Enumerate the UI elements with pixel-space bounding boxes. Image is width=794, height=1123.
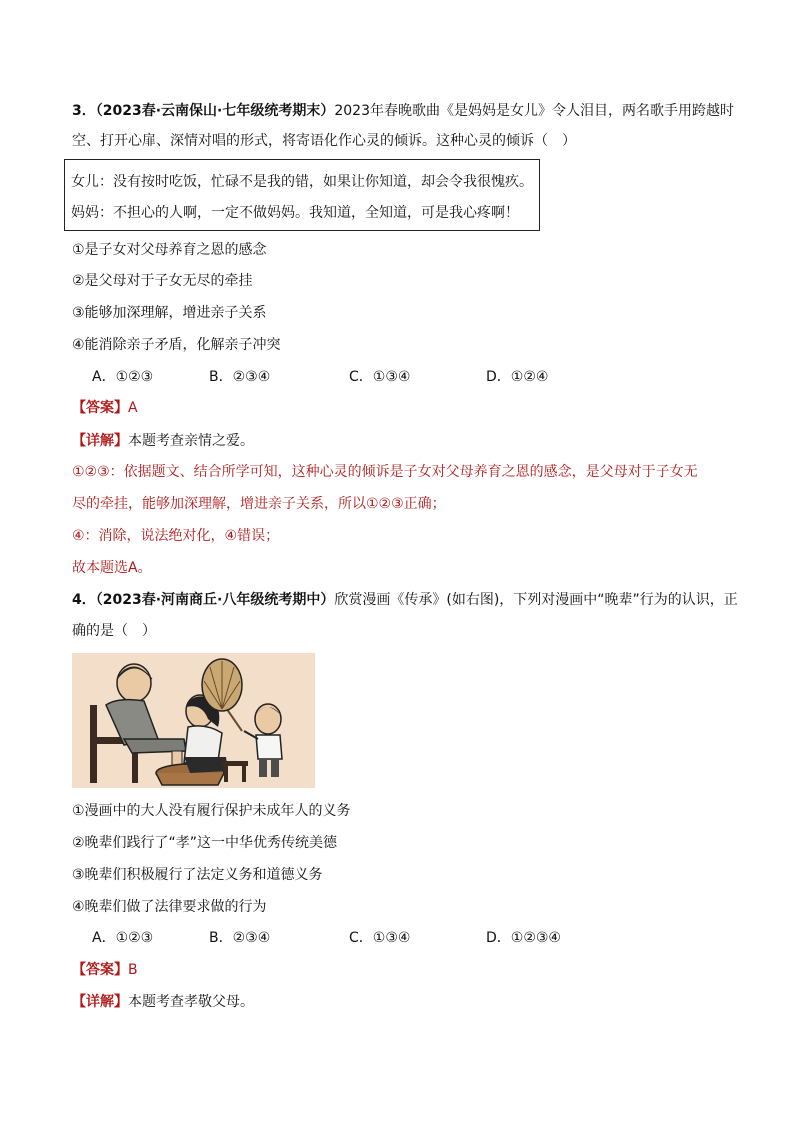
chuancheng-cartoon-image: [72, 653, 315, 788]
q3-statement-2: ②是父母对于子女无尽的牵挂: [72, 273, 253, 289]
q4-statement-3: ③晚辈们积极履行了法定义务和道德义务: [72, 867, 323, 883]
q3-statement-1: ①是子女对父母养育之恩的感念: [72, 242, 267, 258]
q4-statement-4: ④晚辈们做了法律要求做的行为: [72, 899, 267, 915]
q3-number: 3: [72, 103, 82, 119]
q3-detail-intro: 本题考查亲情之爱。: [128, 433, 254, 449]
q4-stem-line1: 4．（2023春·河南商丘·八年级统考期中）欣赏漫画《传承》(如右图)，下列对漫画中“晚辈”行为的认识，正: [72, 592, 738, 608]
q4-answer: [72, 960, 138, 980]
q4-detail-intro: 本题考查孝敬父母。: [128, 994, 254, 1010]
q3-statement-3: ③能够加深理解，增进亲子关系: [72, 305, 267, 321]
q3-statement-4: ④能消除亲子矛盾，化解亲子冲突: [72, 337, 281, 353]
q4-number: 4: [72, 592, 82, 608]
q3-conclusion: 故本题选A。: [72, 560, 152, 576]
q4-option-b: B．②③④: [209, 930, 271, 946]
q3-answer-label: 【答案】: [72, 400, 128, 416]
q3-detail-line2: 尽的牵挂，能够加深理解，增进亲子关系，所以①②③正确；: [72, 496, 446, 512]
q3-answer-value: A: [128, 400, 138, 416]
q4-option-d: D．①②③④: [486, 930, 561, 946]
q3-dialog-box: [64, 159, 540, 231]
q3-dialog-daughter: 女儿：没有按时吃饭，忙碌不是我的错，如果让你知道，却会令我很愧疚。: [71, 174, 533, 190]
q3-stem-line2: 空、打开心扉、深情对唱的形式，将寄语化作心灵的倾诉。这种心灵的倾诉（ ）: [72, 133, 576, 149]
q4-statement-2: ②晚辈们践行了“孝”这一中华优秀传统美德: [72, 835, 338, 851]
q3-source: （2023春·云南保山·七年级统考期末）: [95, 103, 335, 119]
q4-source: （2023春·河南商丘·八年级统考期中）: [95, 592, 335, 608]
q4-answer-value: B: [128, 962, 138, 978]
q3-option-a: A．①②③: [92, 369, 154, 385]
q3-option-d: D．①②④: [486, 369, 549, 385]
q3-detail: [72, 431, 254, 451]
q3-option-c: C．①③④: [349, 369, 411, 385]
q3-detail-line1: ①②③：依据题文、结合所学可知，这种心灵的倾诉是子女对父母养育之恩的感念，是父母对于子女无: [72, 464, 698, 480]
q4-detail: [72, 992, 254, 1012]
q4-stem-text-1: 欣赏漫画《传承》(如右图)，下列对漫画中“晚辈”行为的认识，正: [334, 592, 738, 608]
q3-dialog-mother: 妈妈：不担心的人啊，一定不做妈妈。我知道，全知道，可是我心疼啊！: [71, 205, 519, 221]
q3-stem-line1: 3．（2023春·云南保山·七年级统考期末）2023年春晚歌曲《是妈妈是女儿》令人泪目，两名歌手用跨越时: [72, 103, 734, 119]
q4-stem-line2: 确的是（ ）: [72, 623, 156, 639]
q3-answer: [72, 398, 138, 418]
q3-option-b: B．②③④: [209, 369, 271, 385]
q3-detail-label: 【详解】: [72, 433, 128, 449]
q4-detail-label: 【详解】: [72, 994, 128, 1010]
q3-detail-line3: ④：消除，说法绝对化，④错误；: [72, 528, 280, 544]
q4-statement-1: ①漫画中的大人没有履行保护未成年人的义务: [72, 803, 351, 819]
q4-answer-label: 【答案】: [72, 962, 128, 978]
q4-option-a: A．①②③: [92, 930, 154, 946]
q4-option-c: C．①③④: [349, 930, 411, 946]
q3-stem-text-1: 2023年春晚歌曲《是妈妈是女儿》令人泪目，两名歌手用跨越时: [334, 103, 734, 119]
